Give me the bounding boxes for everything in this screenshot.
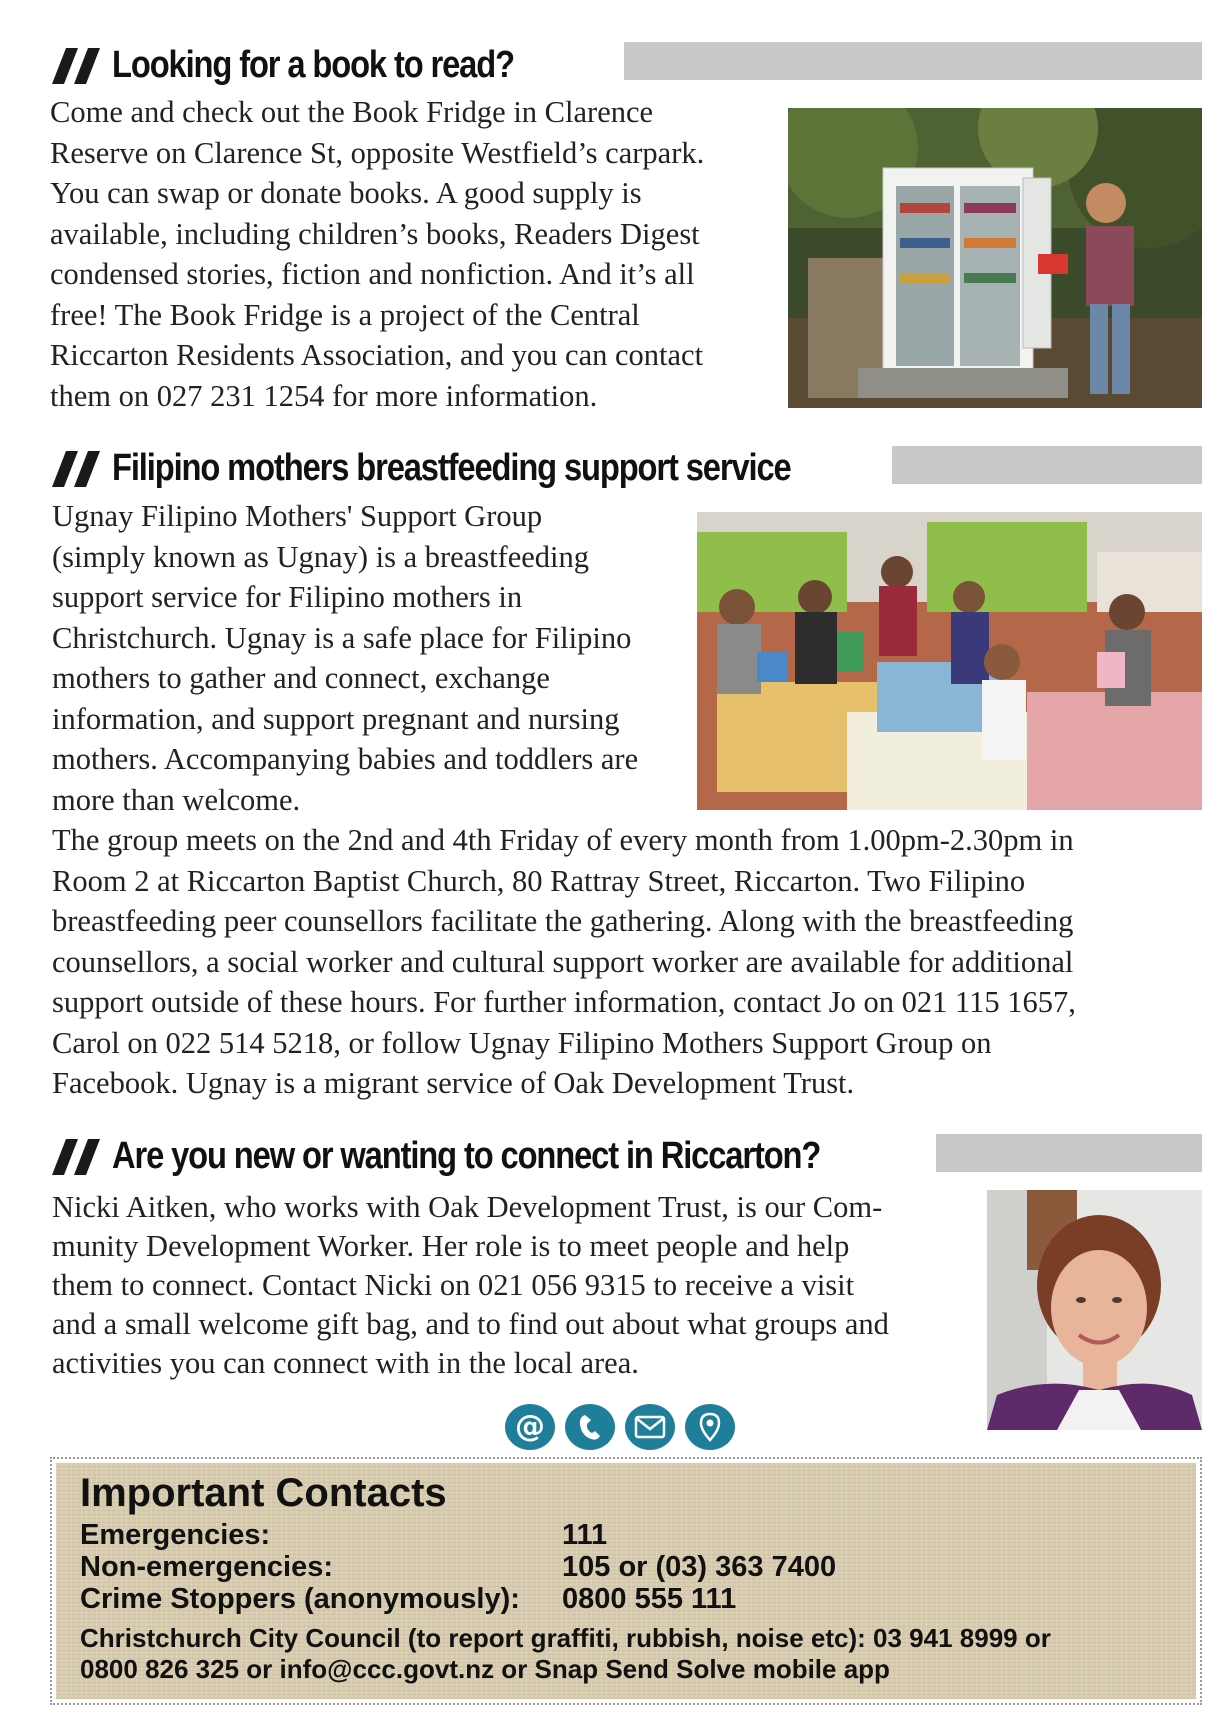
contact-label: Non-emergencies:	[80, 1551, 334, 1583]
text-line: and a small welcome gift bag, and to find out about what groups and	[52, 1307, 889, 1341]
text-line: Ugnay Filipino Mothers' Support Group	[52, 499, 543, 533]
section-body	[50, 92, 770, 416]
double-slash-icon	[52, 48, 110, 84]
double-slash-icon	[52, 451, 110, 487]
section-body-details	[52, 820, 1212, 1104]
text-line: counsellors, a social worker and cultural support worker are available for additional	[52, 944, 1074, 979]
contact-value: 111	[562, 1519, 608, 1551]
heading-bar	[892, 446, 1202, 484]
contact-value: 0800 555 111	[562, 1583, 737, 1615]
text-line: support outside of these hours. For further information, contact Jo on 021 115 1657,	[52, 985, 1076, 1019]
text-line: Carol on 022 514 5218, or follow Ugnay Filipino Mothers Support Group on	[52, 1025, 992, 1060]
text-line: breastfeeding peer counsellors facilitate the gathering. Along with the breastfeeding	[52, 904, 1074, 938]
text-line: condensed stories, fiction and nonfiction. And it’s all	[50, 257, 695, 291]
text-line: mothers to gather and connect, exchange	[52, 661, 550, 695]
text-line: Facebook. Ugnay is a migrant service of Oak Development Trust.	[52, 1066, 855, 1100]
text-line: them on 027 231 1254 for more information.	[50, 378, 598, 413]
contacts-title: Important Contacts	[80, 1471, 447, 1515]
text-line: activities you can connect with in the local area.	[52, 1346, 639, 1380]
contact-label: Emergencies:	[80, 1519, 271, 1551]
contact-label: Crime Stoppers (anonymously):	[80, 1583, 520, 1615]
contacts-footer-line: 0800 826 325 or info@ccc.govt.nz or Snap Send Solve mobile app	[80, 1654, 890, 1684]
contact-value: 105 or (03) 363 7400	[562, 1551, 837, 1583]
section-heading: Are you new or wanting to connect in Riccarton?	[112, 1135, 821, 1177]
text-line: The group meets on the 2nd and 4th Friday of every month from 1.00pm-2.30pm in	[52, 823, 1074, 857]
text-line: free! The Book Fridge is a project of the Central	[50, 297, 640, 332]
text-line: Reserve on Clarence St, opposite Westfield’s carpark.	[50, 135, 705, 170]
text-line: mothers. Accompanying babies and toddlers are	[52, 742, 639, 776]
text-line: them to connect. Contact Nicki on 021 056 9315 to receive a visit	[52, 1268, 855, 1302]
text-line: Nicki Aitken, who works with Oak Development Trust, is our Com-	[52, 1190, 883, 1224]
text-line: You can swap or donate books. A good supply is	[50, 176, 642, 210]
contacts-footer	[80, 1623, 1180, 1685]
phone-icon[interactable]	[565, 1404, 615, 1450]
text-line: (simply known as Ugnay) is a breastfeeding	[52, 539, 590, 574]
nicki-aitken-portrait	[987, 1190, 1202, 1430]
section-body	[52, 1188, 972, 1383]
important-contacts-box	[56, 1463, 1196, 1699]
text-line: Riccarton Residents Association, and you can contact	[50, 338, 704, 372]
text-line: more than welcome.	[52, 782, 301, 817]
location-pin-icon[interactable]	[685, 1404, 735, 1450]
heading-bar	[624, 42, 1202, 80]
at-icon[interactable]: @	[505, 1404, 555, 1450]
text-line: available, including children’s books, Readers Digest	[50, 216, 700, 251]
double-slash-icon	[52, 1139, 110, 1175]
text-line: Come and check out the Book Fridge in Clarence	[50, 95, 654, 129]
section-heading: Filipino mothers breastfeeding support service	[112, 447, 791, 489]
text-line: support service for Filipino mothers in	[52, 580, 523, 614]
text-line: information, and support pregnant and nursing	[52, 701, 620, 736]
book-fridge-photo	[788, 108, 1202, 408]
envelope-icon[interactable]	[625, 1404, 675, 1450]
mothers-group-photo	[697, 512, 1202, 810]
text-line: munity Development Worker. Her role is to meet people and help	[52, 1229, 850, 1263]
heading-bar	[936, 1134, 1202, 1172]
text-line: Christchurch. Ugnay is a safe place for Filipino	[52, 620, 632, 655]
contacts-footer-line: Christchurch City Council (to report graffiti, rubbish, noise etc): 03 941 8999 or	[80, 1623, 1051, 1653]
section-heading: Looking for a book to read?	[112, 44, 514, 86]
text-line: Room 2 at Riccarton Baptist Church, 80 Rattray Street, Riccarton. Two Filipino	[52, 863, 1026, 898]
section-body-intro	[52, 496, 692, 820]
